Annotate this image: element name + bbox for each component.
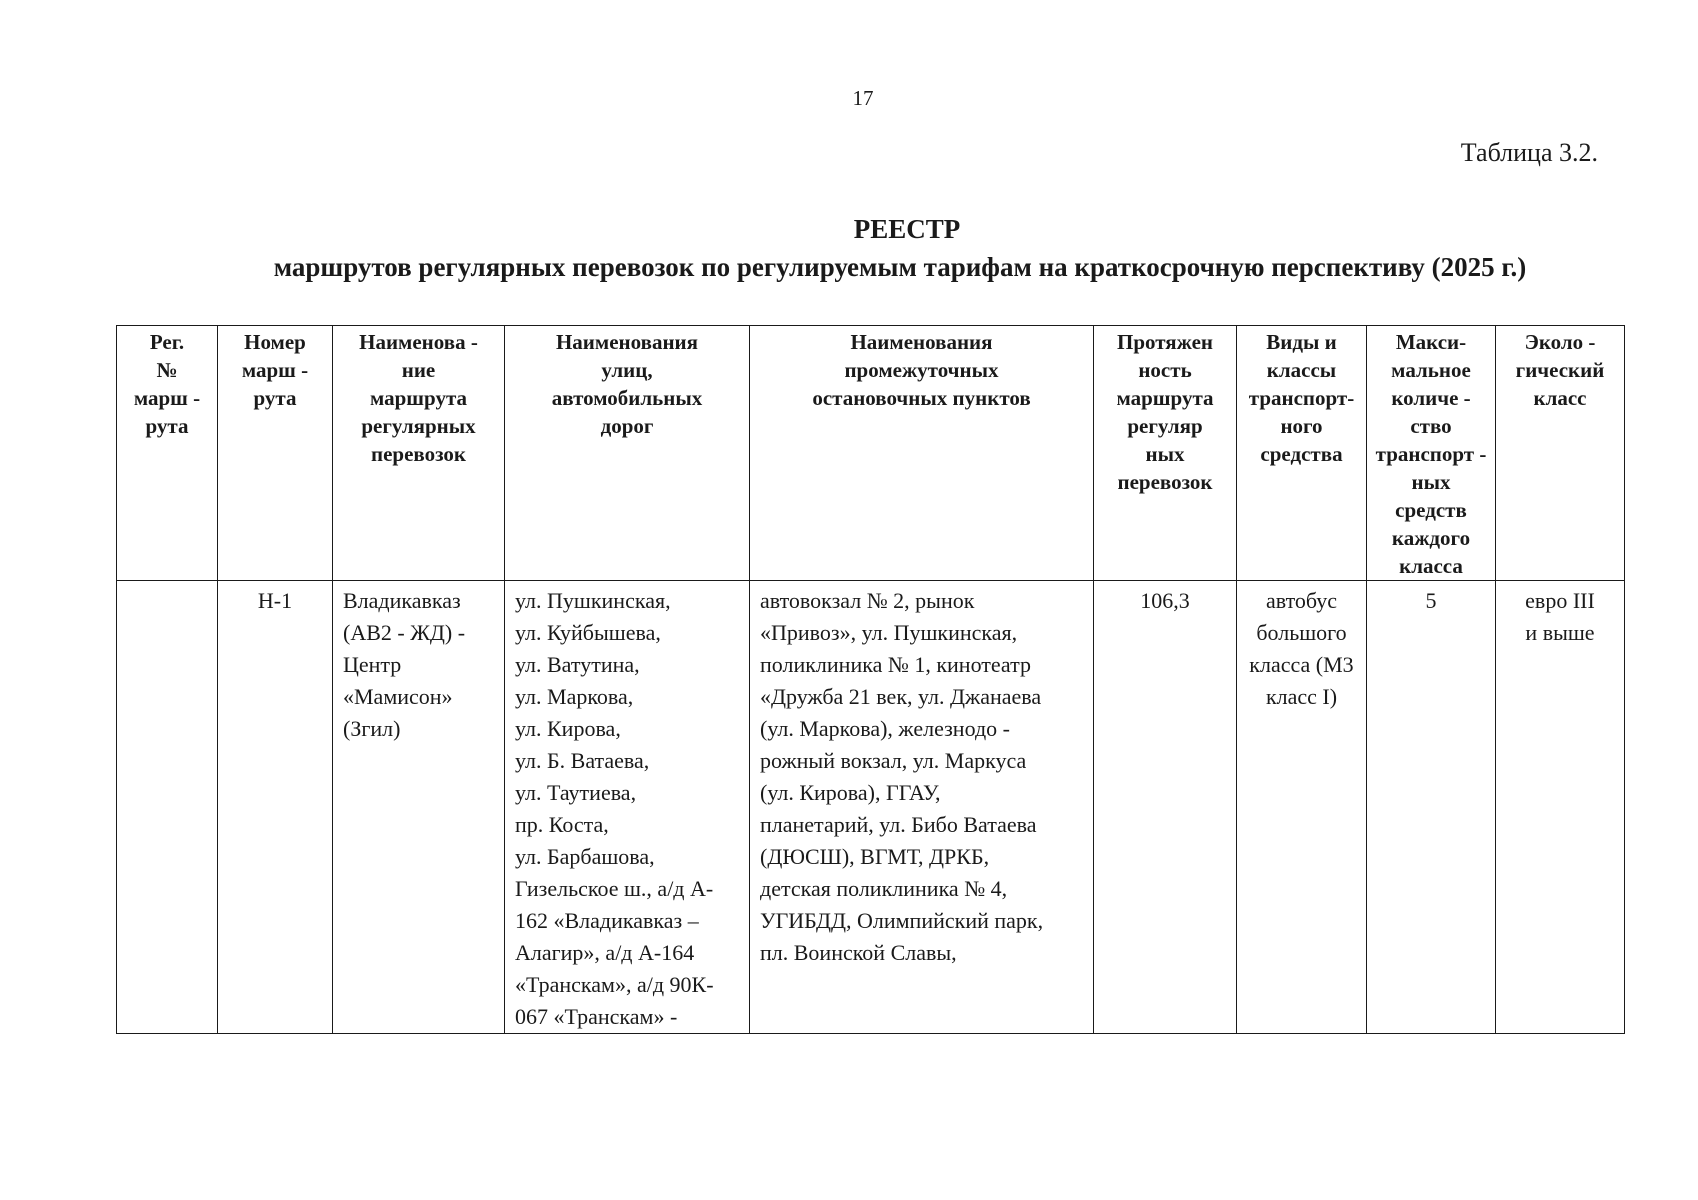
cell-route-name: [333, 581, 505, 1034]
header-route-no: [218, 326, 333, 581]
cell-text-line: ул. Куйбышева,: [515, 620, 661, 645]
cell-text-line: Наименования: [555, 330, 699, 354]
cell-text-line: ул. Кирова,: [515, 716, 621, 741]
header-row: [117, 326, 1625, 581]
cell-text-line: ул. Ватутина,: [515, 652, 640, 677]
cell-text-line: класса: [1399, 554, 1463, 578]
header-route-length: [1094, 326, 1237, 581]
table-row: [117, 581, 1625, 1034]
cell-text-line: промежуточных: [844, 358, 999, 382]
cell-text-line: улиц,: [601, 358, 653, 382]
page-number: 17: [852, 86, 874, 110]
header-reg-no: [117, 326, 218, 581]
route-registry-table: [116, 325, 1625, 1034]
cell-text-line: евро III: [1525, 588, 1595, 613]
cell-text-line: ул. Таутиева,: [515, 780, 637, 805]
cell-vehicle-type: [1237, 581, 1367, 1034]
cell-text-line: марш -: [241, 358, 309, 382]
cell-text-line: Рег.: [149, 330, 185, 354]
cell-text-line: ных: [1411, 470, 1451, 494]
cell-text-line: перевозок: [1117, 470, 1213, 494]
cell-text-line: средства: [1260, 442, 1343, 466]
cell-text-line: Макси-: [1395, 330, 1467, 354]
cell-text-line: №: [156, 358, 178, 382]
cell-text-line: ние: [401, 358, 436, 382]
cell-text-line: ул. Маркова,: [515, 684, 634, 709]
cell-text-line: средств: [1395, 498, 1467, 522]
cell-stops: [750, 581, 1094, 1034]
header-route-name: [333, 326, 505, 581]
cell-text-line: УГИБДД, Олимпийский парк,: [760, 908, 1044, 933]
cell-text-line: (ул. Маркова), железнодо -: [760, 716, 1010, 741]
header-eco-class: [1496, 326, 1625, 581]
cell-text-line: детская поликлиника № 4,: [760, 876, 1008, 901]
cell-eco-class: [1496, 581, 1625, 1034]
header-stops: [750, 326, 1094, 581]
cell-text-line: ных: [1145, 442, 1185, 466]
cell-text-line: Наименова -: [359, 330, 478, 354]
cell-text-line: ул. Барбашова,: [515, 844, 655, 869]
cell-text-line: транспорт-: [1248, 386, 1355, 410]
cell-text-line: класса (М3: [1249, 652, 1354, 677]
cell-text-line: 162 «Владикавказ –: [515, 908, 699, 933]
cell-text-line: Виды и: [1266, 330, 1337, 354]
cell-text-line: класс: [1533, 386, 1587, 410]
cell-text-line: мальное: [1391, 358, 1471, 382]
cell-text-line: «Мамисон»: [343, 684, 453, 709]
cell-text-line: количе -: [1391, 386, 1471, 410]
cell-route-no: Н-1: [218, 581, 333, 1034]
cell-text-line: планетарий, ул. Бибо Ватаева: [760, 812, 1037, 837]
header-max-vehicles: [1367, 326, 1496, 581]
cell-text-line: пр. Коста,: [515, 812, 609, 837]
cell-text-line: марш -: [133, 386, 201, 410]
cell-text-line: ул. Пушкинская,: [515, 588, 671, 613]
cell-text-line: дорог: [600, 414, 654, 438]
document-subtitle: маршрутов регулярных перевозок по регулируемым тарифам на краткосрочную перспективу (2025 г.): [273, 252, 1527, 282]
cell-text-line: маршрута: [369, 386, 468, 410]
cell-text-line: остановочных пунктов: [812, 386, 1031, 410]
cell-text-line: маршрута: [1116, 386, 1214, 410]
cell-text-line: (ул. Кирова), ГГАУ,: [760, 780, 941, 805]
table-caption: Таблица 3.2.: [1460, 138, 1598, 167]
cell-text-line: транспорт -: [1375, 442, 1487, 466]
cell-text-line: ного: [1280, 414, 1323, 438]
cell-text-line: пл. Воинской Славы,: [760, 940, 957, 965]
cell-text-line: Гизельское ш., а/д А-: [515, 876, 714, 901]
cell-text-line: Эколо -: [1524, 330, 1596, 354]
cell-text-line: гический: [1515, 358, 1605, 382]
cell-reg-no: [117, 581, 218, 1034]
cell-text-line: ул. Б. Ватаева,: [515, 748, 650, 773]
cell-text-line: и выше: [1525, 620, 1595, 645]
cell-text-line: Наименования: [850, 330, 993, 354]
cell-text-line: Номер: [244, 330, 306, 354]
cell-text-line: 067 «Транскам» -: [515, 1004, 678, 1029]
cell-text-line: ство: [1410, 414, 1452, 438]
cell-text-line: (АВ2 - ЖД) -: [343, 620, 466, 645]
cell-text-line: регуляр: [1127, 414, 1203, 438]
cell-text-line: Центр: [343, 652, 402, 677]
cell-text-line: рожный вокзал, ул. Маркуса: [760, 748, 1027, 773]
cell-text-line: (Згил): [343, 716, 401, 741]
cell-text-line: «Привоз», ул. Пушкинская,: [760, 620, 1018, 645]
cell-text-line: классы: [1266, 358, 1337, 382]
cell-text-line: автомобильных: [551, 386, 703, 410]
cell-text-line: поликлиника № 1, кинотеатр: [760, 652, 1032, 677]
cell-text-line: Протяжен: [1116, 330, 1213, 354]
cell-text-line: перевозок: [370, 442, 467, 466]
cell-text-line: Алагир», а/д А-164: [515, 940, 695, 965]
cell-text-line: автовокзал № 2, рынок: [760, 588, 975, 613]
cell-text-line: регулярных: [361, 414, 476, 438]
cell-streets: [505, 581, 750, 1034]
cell-route-length: 106,3: [1094, 581, 1237, 1034]
cell-text-line: «Транскам», а/д 90К-: [515, 972, 714, 997]
cell-text-line: ность: [1138, 358, 1192, 382]
header-vehicle-type: [1237, 326, 1367, 581]
cell-text-line: «Дружба 21 век, ул. Джанаева: [760, 684, 1042, 709]
document-title: РЕЕСТР: [853, 214, 961, 244]
cell-text-line: Владикавказ: [343, 588, 461, 613]
cell-text-line: (ДЮСШ), ВГМТ, ДРКБ,: [760, 844, 990, 869]
cell-text-line: рута: [145, 414, 189, 438]
cell-text-line: большого: [1256, 620, 1347, 645]
cell-text-line: рута: [253, 386, 297, 410]
cell-text-line: автобус: [1265, 588, 1338, 613]
header-streets: [505, 326, 750, 581]
cell-max-vehicles: 5: [1367, 581, 1496, 1034]
cell-text-line: каждого: [1391, 526, 1471, 550]
cell-text-line: класс I): [1265, 684, 1338, 709]
